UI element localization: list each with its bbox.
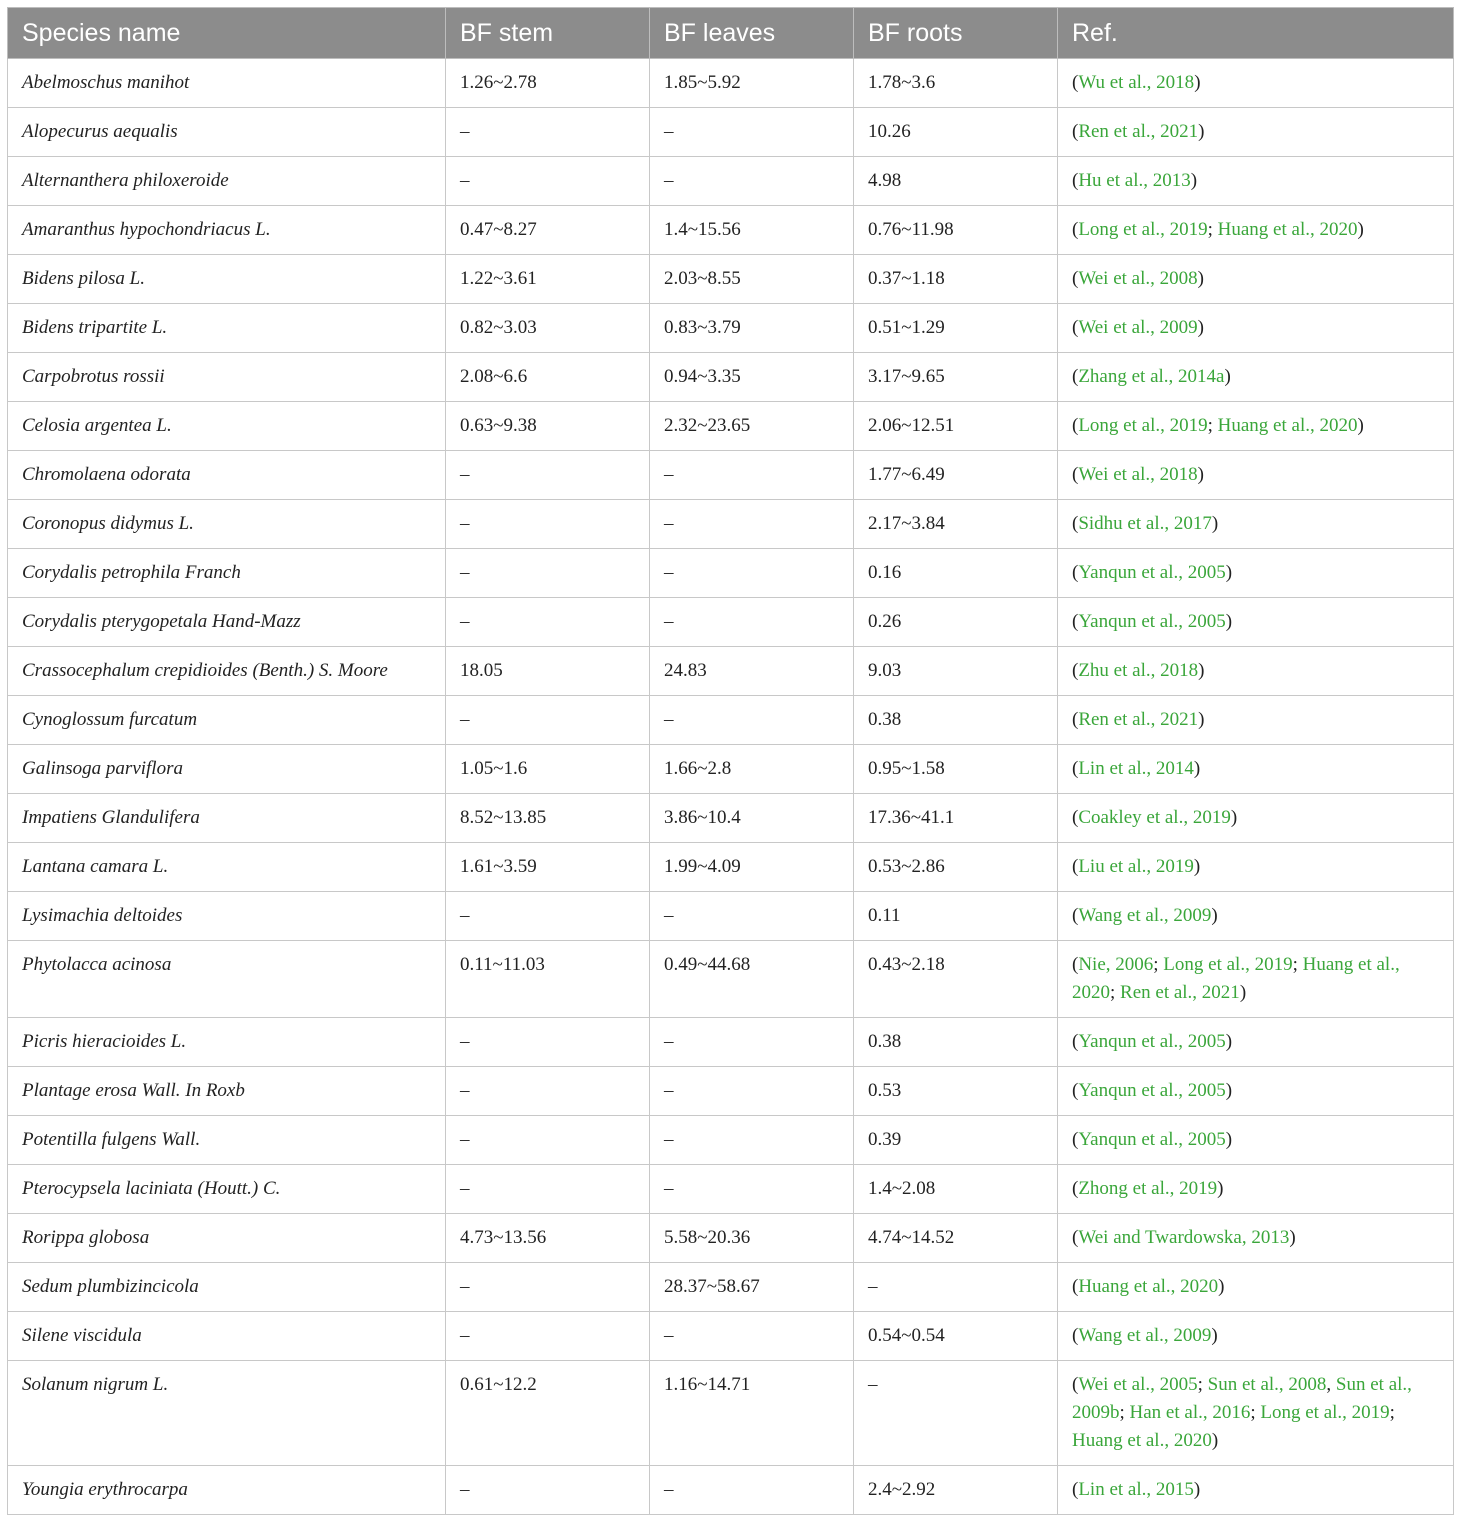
header-species: Species name [8, 8, 446, 59]
table-row [8, 108, 1454, 157]
bf-stem-cell: 0.61~12.2 [446, 1361, 650, 1466]
ref-cell [1058, 696, 1454, 745]
ref-separator: ; [1110, 982, 1121, 1003]
citation-link[interactable]: Wang et al., 2009 [1078, 1325, 1212, 1346]
citation-link[interactable]: Yanqun et al., 2005 [1078, 1031, 1226, 1052]
species-cell: Alopecurus aequalis [8, 108, 446, 157]
bf-roots-cell: 0.39 [854, 1116, 1058, 1165]
paren-open: ( [1072, 1479, 1079, 1500]
bf-roots-cell: 0.16 [854, 549, 1058, 598]
bf-stem-cell: – [446, 598, 650, 647]
bf-stem-cell: 18.05 [446, 647, 650, 696]
bf-roots-cell: 1.78~3.6 [854, 59, 1058, 108]
citation-link[interactable]: Sun et al., 2009b [1072, 1374, 1412, 1423]
species-cell: Corydalis pterygopetala Hand-Mazz [8, 598, 446, 647]
bf-leaves-cell: 1.66~2.8 [650, 745, 854, 794]
paren-open: ( [1072, 1129, 1079, 1150]
species-cell: Chromolaena odorata [8, 451, 446, 500]
bf-leaves-cell: – [650, 1312, 854, 1361]
ref-cell [1058, 353, 1454, 402]
paren-close: ) [1193, 856, 1201, 877]
table-row [8, 59, 1454, 108]
species-cell: Sedum plumbizincicola [8, 1263, 446, 1312]
citation-link[interactable]: Ren et al., 2021 [1120, 982, 1240, 1003]
ref-cell [1058, 304, 1454, 353]
table-row [8, 500, 1454, 549]
species-cell: Alternanthera philoxeroide [8, 157, 446, 206]
bf-stem-cell: – [446, 1312, 650, 1361]
citation-link[interactable]: Hu et al., 2013 [1078, 170, 1191, 191]
paren-close: ) [1357, 219, 1364, 240]
bf-roots-cell: 0.53~2.86 [854, 843, 1058, 892]
bf-roots-cell: – [854, 1263, 1058, 1312]
bf-stem-cell: – [446, 451, 650, 500]
paren-open: ( [1072, 317, 1079, 338]
citation-link[interactable]: Long et al., 2019 [1163, 954, 1293, 975]
ref-cell [1058, 843, 1454, 892]
ref-cell [1058, 255, 1454, 304]
paren-open: ( [1072, 121, 1079, 142]
paren-close: ) [1197, 464, 1204, 485]
table-row [8, 1263, 1454, 1312]
paren-open: ( [1072, 611, 1079, 632]
citation-link[interactable]: Wang et al., 2009 [1078, 905, 1212, 926]
bf-stem-cell: – [446, 157, 650, 206]
table-row [8, 1165, 1454, 1214]
paren-open: ( [1072, 709, 1079, 730]
bf-leaves-cell: – [650, 108, 854, 157]
citation-link[interactable]: Ren et al., 2021 [1078, 121, 1199, 142]
paren-close: ) [1198, 121, 1205, 142]
ref-cell [1058, 598, 1454, 647]
bf-leaves-cell: 2.03~8.55 [650, 255, 854, 304]
paren-open: ( [1072, 905, 1079, 926]
species-cell: Celosia argentea L. [8, 402, 446, 451]
species-cell: Carpobrotus rossii [8, 353, 446, 402]
bf-roots-cell: 10.26 [854, 108, 1058, 157]
citation-link[interactable]: Wei et al., 2008 [1078, 268, 1198, 289]
paren-close: ) [1225, 1080, 1233, 1101]
ref-separator: ; [1389, 1402, 1395, 1423]
bf-stem-cell: – [446, 696, 650, 745]
table-row [8, 647, 1454, 696]
bf-leaves-cell: 1.85~5.92 [650, 59, 854, 108]
bf-leaves-cell: 1.16~14.71 [650, 1361, 854, 1466]
citation-link[interactable]: Zhu et al., 2018 [1078, 660, 1199, 681]
ref-cell [1058, 1067, 1454, 1116]
paren-open: ( [1072, 219, 1079, 240]
header-bf-roots: BF roots [854, 8, 1058, 59]
table-row [8, 745, 1454, 794]
table-row [8, 1018, 1454, 1067]
citation-link[interactable]: Lin et al., 2014 [1078, 758, 1194, 779]
citation-link[interactable]: Long et al., 2019 [1260, 1402, 1390, 1423]
bf-roots-cell: 9.03 [854, 647, 1058, 696]
paren-close: ) [1198, 709, 1205, 730]
paren-close: ) [1289, 1227, 1296, 1248]
paren-close: ) [1194, 72, 1201, 93]
species-cell: Phytolacca acinosa [8, 941, 446, 1018]
paren-open: ( [1072, 856, 1079, 877]
species-cell: Potentilla fulgens Wall. [8, 1116, 446, 1165]
paren-open: ( [1072, 1178, 1079, 1199]
citation-link[interactable]: Long et al., 2019 [1078, 415, 1208, 436]
paren-open: ( [1072, 1227, 1079, 1248]
ref-cell [1058, 108, 1454, 157]
species-cell: Bidens pilosa L. [8, 255, 446, 304]
citation-link[interactable]: Nie, 2006 [1078, 954, 1154, 975]
species-bf-table [7, 7, 1454, 1515]
paren-open: ( [1072, 366, 1079, 387]
citation-link[interactable]: Sidhu et al., 2017 [1078, 513, 1212, 534]
ref-cell [1058, 206, 1454, 255]
table-row [8, 1067, 1454, 1116]
bf-stem-cell: 8.52~13.85 [446, 794, 650, 843]
bf-leaves-cell: – [650, 157, 854, 206]
paren-close: ) [1197, 268, 1204, 289]
citation-link[interactable]: Coakley et al., 2019 [1078, 807, 1231, 828]
bf-roots-cell: 0.53 [854, 1067, 1058, 1116]
table-row [8, 402, 1454, 451]
ref-separator: ; [1207, 219, 1218, 240]
citation-link[interactable]: Wei et al., 2018 [1078, 464, 1198, 485]
citation-link[interactable]: Wu et al., 2018 [1078, 72, 1195, 93]
bf-roots-cell: 3.17~9.65 [854, 353, 1058, 402]
bf-stem-cell: – [446, 892, 650, 941]
paren-close: ) [1218, 1276, 1225, 1297]
citation-link[interactable]: Zhong et al., 2019 [1078, 1178, 1218, 1199]
citation-link[interactable]: Yanqun et al., 2005 [1078, 1129, 1226, 1150]
species-cell: Pterocypsela laciniata (Houtt.) C. [8, 1165, 446, 1214]
bf-leaves-cell: – [650, 1116, 854, 1165]
ref-separator: ; [1250, 1402, 1261, 1423]
species-cell: Rorippa globosa [8, 1214, 446, 1263]
paren-open: ( [1072, 1276, 1079, 1297]
bf-leaves-cell: 0.83~3.79 [650, 304, 854, 353]
ref-cell [1058, 892, 1454, 941]
bf-stem-cell: 2.08~6.6 [446, 353, 650, 402]
species-cell: Lantana camara L. [8, 843, 446, 892]
bf-stem-cell: 1.61~3.59 [446, 843, 650, 892]
ref-cell [1058, 157, 1454, 206]
bf-roots-cell: 0.76~11.98 [854, 206, 1058, 255]
bf-leaves-cell: – [650, 1466, 854, 1515]
table-row [8, 1116, 1454, 1165]
bf-roots-cell: 0.51~1.29 [854, 304, 1058, 353]
ref-cell [1058, 1214, 1454, 1263]
citation-link[interactable]: Wei et al., 2005 [1078, 1374, 1198, 1395]
paren-close: ) [1211, 905, 1218, 926]
paren-close: ) [1198, 660, 1205, 681]
paren-open: ( [1072, 513, 1079, 534]
citation-link[interactable]: Huang et al., 2020 [1217, 219, 1358, 240]
table-row [8, 451, 1454, 500]
header-bf-stem: BF stem [446, 8, 650, 59]
bf-stem-cell: 0.63~9.38 [446, 402, 650, 451]
citation-link[interactable]: Yanqun et al., 2005 [1078, 562, 1226, 583]
bf-leaves-cell: 1.4~15.56 [650, 206, 854, 255]
ref-separator: ; [1153, 954, 1164, 975]
table-row [8, 157, 1454, 206]
bf-leaves-cell: 2.32~23.65 [650, 402, 854, 451]
bf-leaves-cell: 24.83 [650, 647, 854, 696]
bf-leaves-cell: 3.86~10.4 [650, 794, 854, 843]
table-row [8, 892, 1454, 941]
table-row [8, 1214, 1454, 1263]
bf-roots-cell: 0.54~0.54 [854, 1312, 1058, 1361]
bf-roots-cell: 4.74~14.52 [854, 1214, 1058, 1263]
bf-leaves-cell: – [650, 1067, 854, 1116]
paren-close: ) [1211, 1430, 1219, 1451]
paren-open: ( [1072, 562, 1079, 583]
bf-leaves-cell: 1.99~4.09 [650, 843, 854, 892]
paren-close: ) [1217, 1178, 1224, 1199]
paren-close: ) [1193, 758, 1201, 779]
bf-leaves-cell: 0.94~3.35 [650, 353, 854, 402]
bf-leaves-cell: – [650, 598, 854, 647]
species-cell: Galinsoga parviflora [8, 745, 446, 794]
ref-cell [1058, 794, 1454, 843]
ref-cell [1058, 1116, 1454, 1165]
paren-close: ) [1225, 562, 1233, 583]
table-row [8, 304, 1454, 353]
table-body [8, 59, 1454, 1515]
ref-separator: ; [1119, 1402, 1130, 1423]
paren-open: ( [1072, 268, 1079, 289]
table-row [8, 1312, 1454, 1361]
bf-leaves-cell: – [650, 549, 854, 598]
citation-link[interactable]: Wei et al., 2009 [1078, 317, 1198, 338]
paren-open: ( [1072, 1374, 1079, 1395]
species-cell: Plantage erosa Wall. In Roxb [8, 1067, 446, 1116]
ref-cell [1058, 1361, 1454, 1466]
ref-cell [1058, 941, 1454, 1018]
species-cell: Youngia erythrocarpa [8, 1466, 446, 1515]
bf-leaves-cell: 5.58~20.36 [650, 1214, 854, 1263]
citation-link[interactable]: Sun et al., 2008 [1207, 1374, 1327, 1395]
citation-link[interactable]: Yanqun et al., 2005 [1078, 1080, 1226, 1101]
citation-link[interactable]: Huang et al., 2020 [1072, 954, 1400, 1003]
paren-close: ) [1357, 415, 1364, 436]
ref-cell [1058, 647, 1454, 696]
bf-roots-cell: 0.95~1.58 [854, 745, 1058, 794]
bf-stem-cell: – [446, 1263, 650, 1312]
table-row [8, 941, 1454, 1018]
paren-open: ( [1072, 170, 1079, 191]
ref-cell [1058, 402, 1454, 451]
bf-stem-cell: 0.11~11.03 [446, 941, 650, 1018]
table-row [8, 1361, 1454, 1466]
citation-link[interactable]: Huang et al., 2020 [1217, 415, 1358, 436]
paren-close: ) [1211, 1325, 1218, 1346]
table-row [8, 696, 1454, 745]
paren-close: ) [1197, 317, 1204, 338]
citation-link[interactable]: Liu et al., 2019 [1078, 856, 1194, 877]
species-cell: Coronopus didymus L. [8, 500, 446, 549]
bf-leaves-cell: 28.37~58.67 [650, 1263, 854, 1312]
bf-leaves-cell: – [650, 451, 854, 500]
bf-stem-cell: 1.22~3.61 [446, 255, 650, 304]
ref-cell [1058, 1466, 1454, 1515]
table-row [8, 1466, 1454, 1515]
paren-open: ( [1072, 660, 1079, 681]
ref-cell [1058, 500, 1454, 549]
species-cell: Amaranthus hypochondriacus L. [8, 206, 446, 255]
bf-roots-cell: 4.98 [854, 157, 1058, 206]
species-cell: Crassocephalum crepidioides (Benth.) S. Moore [8, 647, 446, 696]
ref-cell [1058, 1165, 1454, 1214]
citation-link[interactable]: Long et al., 2019 [1078, 219, 1208, 240]
bf-stem-cell: 0.47~8.27 [446, 206, 650, 255]
ref-separator: ; [1197, 1374, 1208, 1395]
table-row [8, 843, 1454, 892]
paren-open: ( [1072, 807, 1079, 828]
bf-roots-cell: 17.36~41.1 [854, 794, 1058, 843]
paren-close: ) [1190, 170, 1198, 191]
paren-close: ) [1225, 1031, 1233, 1052]
paren-open: ( [1072, 954, 1079, 975]
ref-separator: , [1326, 1374, 1336, 1395]
bf-stem-cell: – [446, 500, 650, 549]
paren-open: ( [1072, 1080, 1079, 1101]
header-row [8, 8, 1454, 59]
paren-close: ) [1211, 513, 1219, 534]
species-cell: Corydalis petrophila Franch [8, 549, 446, 598]
species-cell: Impatiens Glandulifera [8, 794, 446, 843]
citation-link[interactable]: Huang et al., 2020 [1078, 1276, 1219, 1297]
bf-roots-cell: 0.38 [854, 696, 1058, 745]
table-row [8, 549, 1454, 598]
ref-cell [1058, 1018, 1454, 1067]
bf-roots-cell: 1.4~2.08 [854, 1165, 1058, 1214]
paren-open: ( [1072, 72, 1079, 93]
species-cell: Cynoglossum furcatum [8, 696, 446, 745]
table-row [8, 794, 1454, 843]
species-cell: Picris hieracioides L. [8, 1018, 446, 1067]
ref-cell [1058, 451, 1454, 500]
table-row [8, 255, 1454, 304]
table-row [8, 206, 1454, 255]
bf-roots-cell: 0.43~2.18 [854, 941, 1058, 1018]
paren-open: ( [1072, 758, 1079, 779]
paren-open: ( [1072, 464, 1079, 485]
paren-close: ) [1239, 982, 1247, 1003]
bf-roots-cell: 1.77~6.49 [854, 451, 1058, 500]
bf-stem-cell: 0.82~3.03 [446, 304, 650, 353]
bf-stem-cell: – [446, 1067, 650, 1116]
bf-roots-cell: 2.17~3.84 [854, 500, 1058, 549]
species-cell: Bidens tripartite L. [8, 304, 446, 353]
bf-leaves-cell: – [650, 696, 854, 745]
paren-open: ( [1072, 415, 1079, 436]
citation-link[interactable]: Ren et al., 2021 [1078, 709, 1199, 730]
header-bf-leaves: BF leaves [650, 8, 854, 59]
table-row [8, 353, 1454, 402]
paren-open: ( [1072, 1325, 1079, 1346]
paren-close: ) [1230, 807, 1238, 828]
bf-roots-cell: 2.06~12.51 [854, 402, 1058, 451]
paren-open: ( [1072, 1031, 1079, 1052]
paren-close: ) [1225, 1129, 1233, 1150]
bf-stem-cell: – [446, 1466, 650, 1515]
citation-link[interactable]: Zhang et al., 2014a [1078, 366, 1225, 387]
ref-cell [1058, 1263, 1454, 1312]
species-cell: Solanum nigrum L. [8, 1361, 446, 1466]
bf-leaves-cell: – [650, 892, 854, 941]
species-cell: Abelmoschus manihot [8, 59, 446, 108]
bf-roots-cell: – [854, 1361, 1058, 1466]
ref-cell [1058, 1312, 1454, 1361]
ref-cell [1058, 59, 1454, 108]
ref-cell [1058, 549, 1454, 598]
bf-leaves-cell: 0.49~44.68 [650, 941, 854, 1018]
paren-close: ) [1193, 1479, 1201, 1500]
citation-link[interactable]: Wei and Twardowska, 2013 [1078, 1227, 1290, 1248]
paren-close: ) [1225, 611, 1233, 632]
bf-roots-cell: 0.26 [854, 598, 1058, 647]
bf-leaves-cell: – [650, 1165, 854, 1214]
ref-separator: ; [1207, 415, 1218, 436]
bf-stem-cell: 1.05~1.6 [446, 745, 650, 794]
citation-link[interactable]: Huang et al., 2020 [1072, 1430, 1212, 1451]
paren-close: ) [1224, 366, 1231, 387]
table-container [7, 7, 1453, 1515]
bf-stem-cell: – [446, 108, 650, 157]
bf-roots-cell: 2.4~2.92 [854, 1466, 1058, 1515]
bf-roots-cell: 0.37~1.18 [854, 255, 1058, 304]
bf-leaves-cell: – [650, 1018, 854, 1067]
table-row [8, 598, 1454, 647]
bf-stem-cell: 4.73~13.56 [446, 1214, 650, 1263]
citation-link[interactable]: Han et al., 2016 [1129, 1402, 1251, 1423]
bf-stem-cell: – [446, 549, 650, 598]
bf-stem-cell: 1.26~2.78 [446, 59, 650, 108]
bf-stem-cell: – [446, 1116, 650, 1165]
bf-stem-cell: – [446, 1018, 650, 1067]
species-cell: Lysimachia deltoides [8, 892, 446, 941]
ref-cell [1058, 745, 1454, 794]
bf-leaves-cell: – [650, 500, 854, 549]
header-ref: Ref. [1058, 8, 1454, 59]
citation-link[interactable]: Yanqun et al., 2005 [1078, 611, 1226, 632]
bf-roots-cell: 0.38 [854, 1018, 1058, 1067]
bf-roots-cell: 0.11 [854, 892, 1058, 941]
ref-separator: ; [1292, 954, 1303, 975]
citation-link[interactable]: Lin et al., 2015 [1078, 1479, 1194, 1500]
species-cell: Silene viscidula [8, 1312, 446, 1361]
bf-stem-cell: – [446, 1165, 650, 1214]
